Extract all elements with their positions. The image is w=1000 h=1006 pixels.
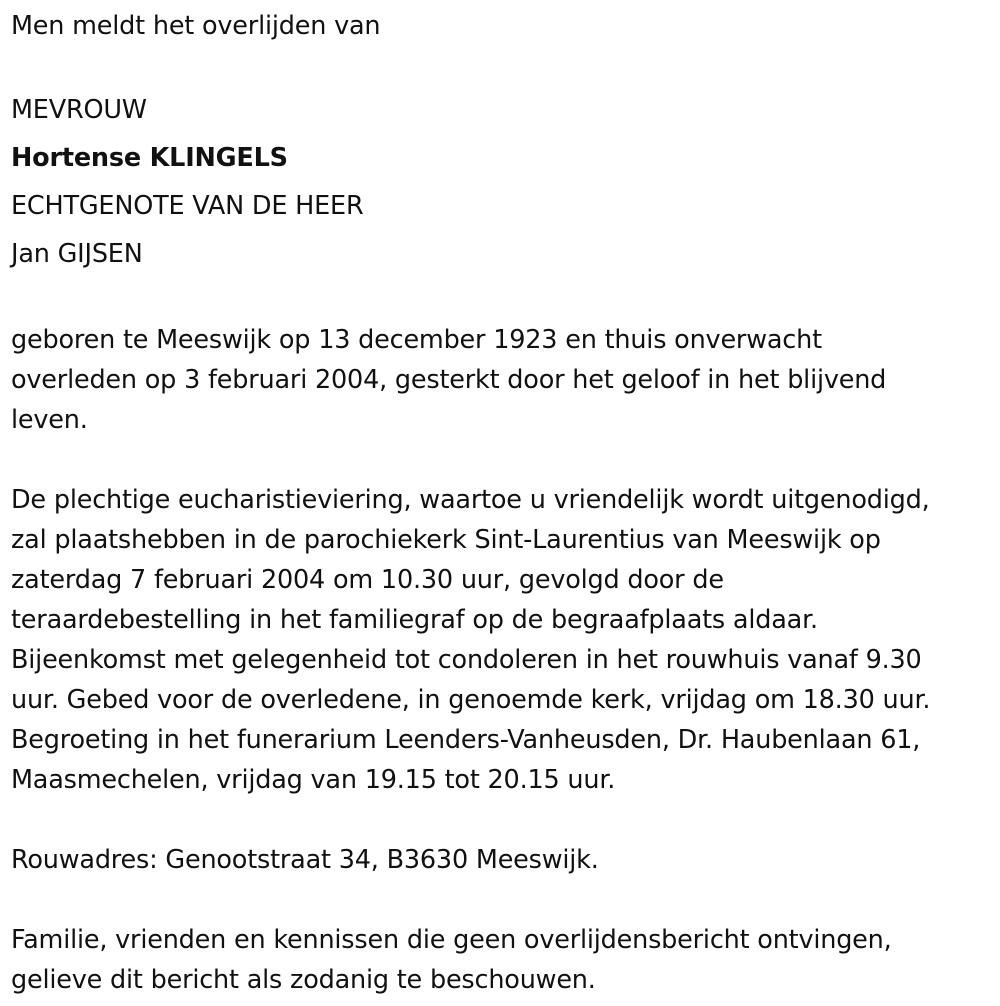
paragraph-line: Begroeting in het funerarium Leenders-Vanheusden, Dr. Haubenlaan 61, xyxy=(11,725,921,755)
spouse-name: Jan GIJSEN xyxy=(11,239,143,269)
deceased-header xyxy=(11,86,1000,278)
ceremony-paragraph xyxy=(11,480,1000,800)
birth-death-paragraph xyxy=(11,320,1000,440)
paragraph-line: zal plaatshebben in de parochiekerk Sint-Laurentius van Meeswijk op xyxy=(11,525,881,555)
paragraph-line: gelieve dit bericht als zodanig te beschouwen. xyxy=(11,965,596,995)
paragraph-line: Familie, vrienden en kennissen die geen overlijdensbericht ontvingen, xyxy=(11,925,892,955)
paragraph-line: overleden op 3 februari 2004, gesterkt door het geloof in het blijvend xyxy=(11,365,887,395)
closing-paragraph xyxy=(11,920,1000,1000)
paragraph-line: geboren te Meeswijk op 13 december 1923 en thuis onverwacht xyxy=(11,325,822,355)
paragraph-line: Bijeenkomst met gelegenheid tot condoleren in het rouwhuis vanaf 9.30 xyxy=(11,645,922,675)
title-text: MEVROUW xyxy=(11,95,147,125)
paragraph-line: Maasmechelen, vrijdag van 19.15 tot 20.15 uur. xyxy=(11,765,616,795)
intro-text: Men meldt het overlijden van xyxy=(11,11,381,41)
deceased-name: Hortense KLINGELS xyxy=(11,143,288,173)
mourning-address: Rouwadres: Genootstraat 34, B3630 Meeswijk. xyxy=(11,845,599,875)
paragraph-line: zaterdag 7 februari 2004 om 10.30 uur, gevolgd door de xyxy=(11,565,724,595)
paragraph-line: leven. xyxy=(11,405,88,435)
spouse-label: ECHTGENOTE VAN DE HEER xyxy=(11,191,364,221)
paragraph-line: uur. Gebed voor de overledene, in genoemde kerk, vrijdag om 18.30 uur. xyxy=(11,685,931,715)
address-paragraph xyxy=(11,840,1000,880)
paragraph-line: teraardebestelling in het familiegraf op de begraafplaats aldaar. xyxy=(11,605,818,635)
paragraph-line: De plechtige eucharistieviering, waartoe u vriendelijk wordt uitgenodigd, xyxy=(11,485,930,515)
